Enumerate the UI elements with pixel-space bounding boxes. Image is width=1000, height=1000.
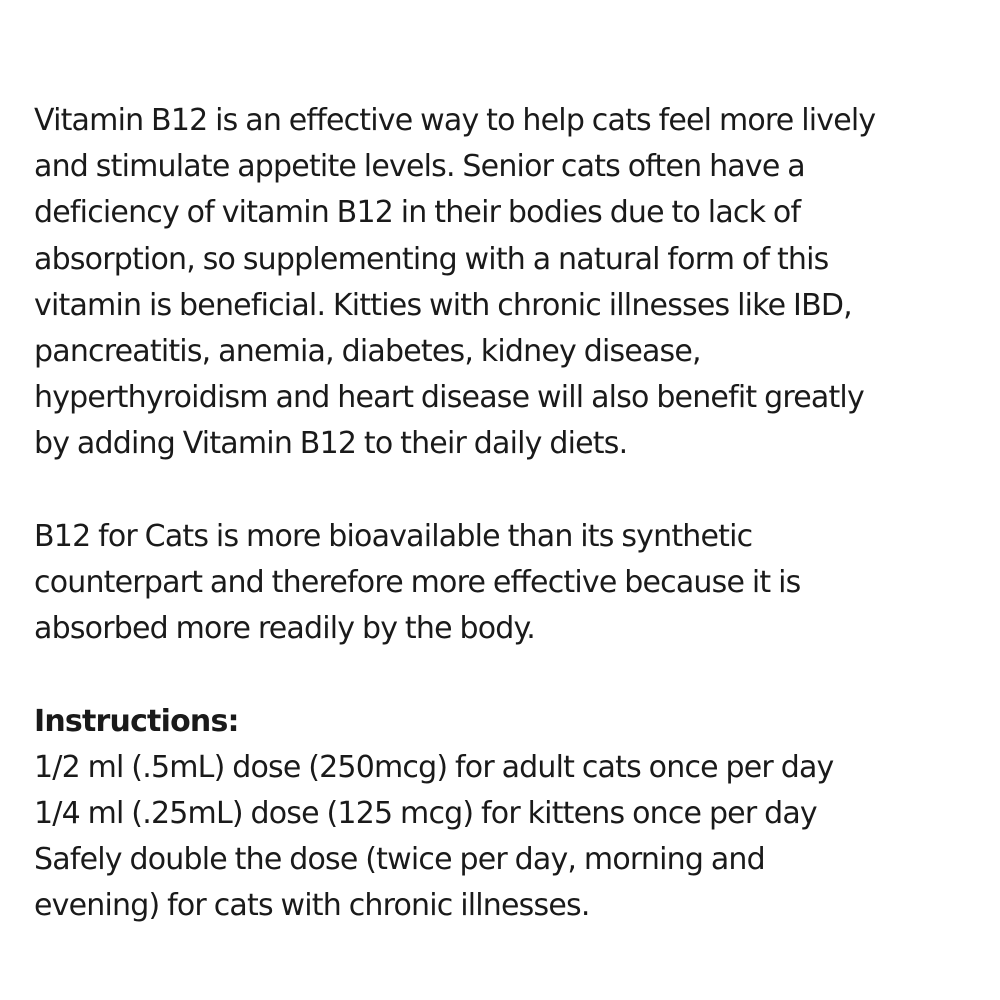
benefits-paragraph <box>34 98 984 468</box>
instructions-heading: Instructions: <box>34 703 239 739</box>
instruction-line: Safely double the dose (twice per day, morning and <box>34 842 765 878</box>
paragraph-spacer <box>34 468 984 514</box>
text-line: by adding Vitamin B12 to their daily diets. <box>34 426 628 462</box>
text-line: pancreatitis, anemia, diabetes, kidney disease, <box>34 334 701 370</box>
text-line: absorbed more readily by the body. <box>34 611 535 647</box>
product-description <box>34 98 984 930</box>
text-line: counterpart and therefore more effective because it is <box>34 565 801 601</box>
text-line: B12 for Cats is more bioavailable than its synthetic <box>34 518 753 554</box>
text-line: and stimulate appetite levels. Senior cats often have a <box>34 149 805 185</box>
instruction-line: evening) for cats with chronic illnesses. <box>34 888 590 924</box>
bioavailability-paragraph <box>34 514 984 653</box>
paragraph-spacer <box>34 652 984 698</box>
text-line: absorption, so supplementing with a natural form of this <box>34 241 829 277</box>
text-line: Vitamin B12 is an effective way to help cats feel more lively <box>34 103 876 138</box>
text-line: hyperthyroidism and heart disease will also benefit greatly <box>34 380 864 416</box>
text-line: deficiency of vitamin B12 in their bodies due to lack of <box>34 195 801 231</box>
instructions-section <box>34 699 984 930</box>
instruction-line: 1/4 ml (.25mL) dose (125 mcg) for kittens once per day <box>34 796 817 832</box>
instruction-line: 1/2 ml (.5mL) dose (250mcg) for adult cats once per day <box>34 749 834 785</box>
text-line: vitamin is beneficial. Kitties with chronic illnesses like IBD, <box>34 287 852 323</box>
